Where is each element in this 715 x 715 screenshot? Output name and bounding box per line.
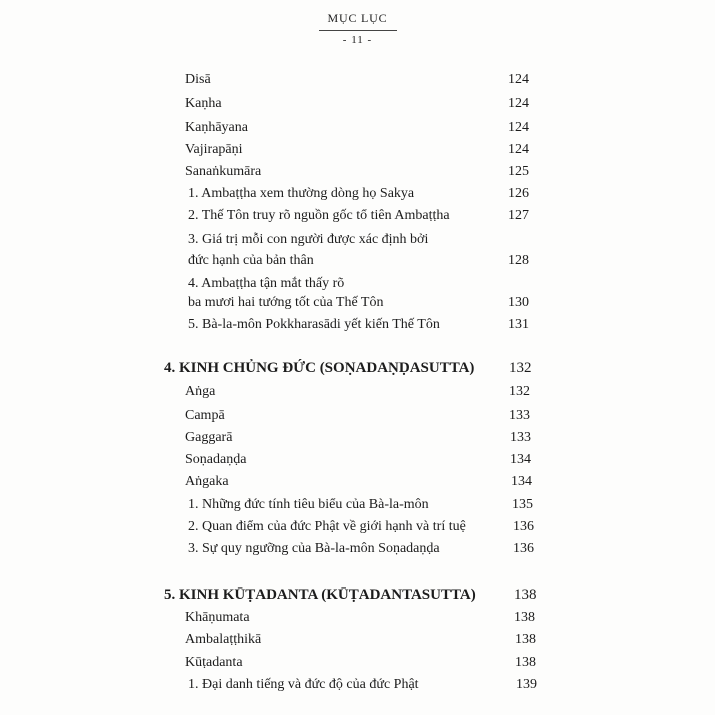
toc-entry	[0, 516, 715, 538]
toc-entry-page: 132	[509, 360, 532, 376]
toc-entry-label: Disā	[185, 72, 211, 87]
toc-entry-page: 131	[508, 317, 529, 332]
toc-entry-label: Sanaṅkumāra	[185, 164, 262, 179]
toc-entry-page: 138	[514, 610, 535, 625]
toc-entry-label: ba mươi hai tướng tốt của Thế Tôn	[188, 295, 384, 310]
toc-entry-page: 136	[513, 541, 534, 556]
toc-entry-label: Kaṇha	[185, 96, 222, 111]
toc-entry	[0, 93, 715, 115]
toc-entry-label: 3. Giá trị mỗi con người được xác định bởi	[188, 232, 429, 247]
toc-entry-label: Gaggarā	[185, 430, 233, 445]
toc-entry-label: Aṅgaka	[185, 474, 229, 489]
toc-entry-label: Soṇadaṇḍa	[185, 452, 247, 467]
toc-entry-page: 127	[508, 208, 529, 223]
toc-entry-label: Vajirapāṇi	[185, 142, 243, 157]
toc-entry-label: Campā	[185, 408, 225, 423]
toc-entry	[0, 205, 715, 227]
toc-entry-label: 4. KINH CHỦNG ĐỨC (SOṆADAṆḌASUTTA)	[164, 360, 475, 376]
toc-entry	[0, 494, 715, 516]
toc-entry-page: 124	[508, 142, 529, 157]
toc-entry	[0, 449, 715, 471]
toc-entry-page: 138	[515, 632, 536, 647]
toc-entry-label: 5. Bà-la-môn Pokkharasādi yết kiến Thế Tôn	[188, 317, 440, 332]
toc-entry	[0, 674, 715, 696]
toc-section-heading	[0, 584, 715, 606]
toc-entry-page: 124	[508, 96, 529, 111]
toc-entry-label: 2. Quan điểm của đức Phật về giới hạnh và trí tuệ	[188, 519, 466, 534]
toc-entry-page: 133	[510, 430, 531, 445]
toc-entry	[0, 183, 715, 205]
toc-entry-label: 5. KINH KŪṬADANTA (KŪṬADANTASUTTA)	[164, 587, 476, 603]
toc-entry	[0, 471, 715, 493]
toc-entry-page: 125	[508, 164, 529, 179]
toc-entry	[0, 652, 715, 674]
toc-entry	[0, 405, 715, 427]
toc-entry	[0, 381, 715, 403]
toc-entry	[0, 250, 715, 272]
toc-entry-page: 126	[508, 186, 529, 201]
toc-entry-label: 1. Đại danh tiếng và đức độ của đức Phật	[188, 677, 419, 692]
toc-entry-page: 138	[514, 587, 537, 603]
toc-entry-label: Khāṇumata	[185, 610, 250, 625]
toc-entry-label: Ambalaṭṭhikā	[185, 632, 262, 647]
toc-entry	[0, 292, 715, 314]
toc-entry-label: Kaṇhāyana	[185, 120, 248, 135]
toc-entry-label: Aṅga	[185, 384, 216, 399]
toc-entry-page: 128	[508, 253, 529, 268]
toc-entry-label: 2. Thế Tôn truy rõ nguồn gốc tổ tiên Ambaṭṭha	[188, 208, 450, 223]
toc-entry-label: Kūṭadanta	[185, 655, 243, 670]
toc-entry-label: đức hạnh của bản thân	[188, 253, 314, 268]
toc-entry-label: 1. Ambaṭṭha xem thường dòng họ Sakya	[188, 186, 415, 201]
toc-entry-page: 135	[512, 497, 533, 512]
toc-entry	[0, 538, 715, 560]
toc-entry	[0, 161, 715, 183]
toc-entry	[0, 117, 715, 139]
toc-entry-page: 134	[511, 474, 532, 489]
toc-entry-page: 132	[509, 384, 530, 399]
toc-entry-page: 133	[509, 408, 530, 423]
toc-entry	[0, 139, 715, 161]
toc-entry-page: 124	[508, 120, 529, 135]
toc-entry-label: 4. Ambaṭṭha tận mắt thấy rõ	[188, 276, 345, 291]
page-number: - 11 -	[342, 34, 373, 46]
running-title: MỤC LỤC	[327, 11, 388, 25]
toc-section-heading	[0, 357, 715, 379]
toc-entry	[0, 314, 715, 336]
toc-entry-page: 130	[508, 295, 529, 310]
toc-entry	[0, 229, 715, 251]
toc-entry	[0, 629, 715, 651]
toc-entry	[0, 427, 715, 449]
toc-entry-page: 136	[513, 519, 534, 534]
toc-entry-page: 134	[510, 452, 531, 467]
toc-entry-page: 139	[516, 677, 537, 692]
toc-entry	[0, 69, 715, 91]
toc-entry-page: 124	[508, 72, 529, 87]
page-header	[0, 10, 715, 46]
header-rule	[319, 30, 397, 31]
toc-entry-page: 138	[515, 655, 536, 670]
toc-entry-label: 1. Những đức tính tiêu biểu của Bà-la-môn	[188, 497, 429, 512]
toc-entry-label: 3. Sự quy ngưỡng của Bà-la-môn Soṇadaṇḍa	[188, 541, 440, 556]
toc-entry	[0, 607, 715, 629]
